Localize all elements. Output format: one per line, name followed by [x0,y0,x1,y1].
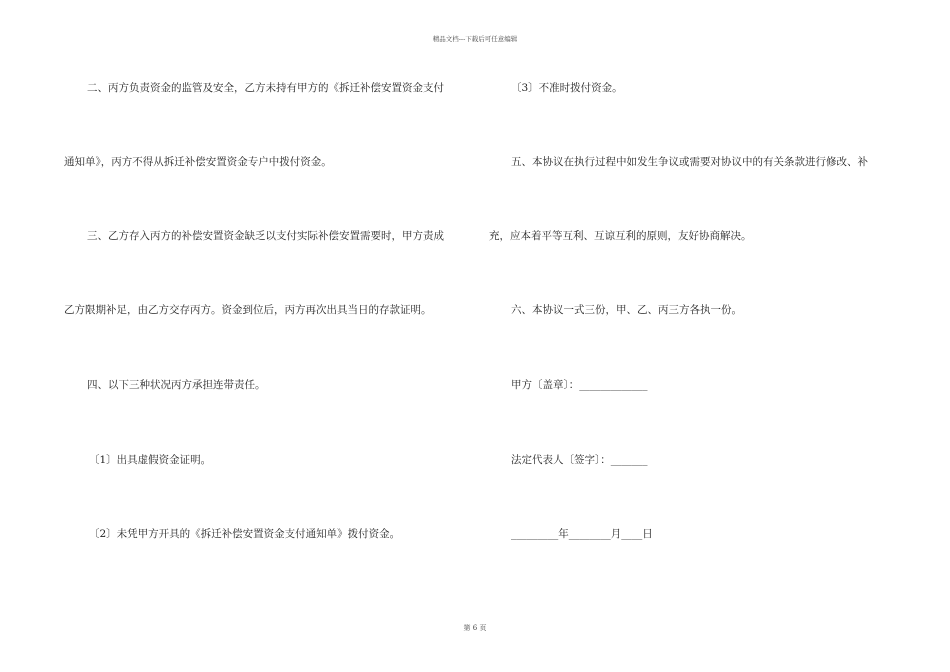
page-header: 精品文档---下载后可任意编辑 [432,35,518,43]
party-a-seal-line: 甲方〔盖章〕：_____________ [511,379,648,391]
clause-2-line-2: 通知单》，丙方不得从拆迁补偿安置资金专户中拨付资金。 [64,156,332,168]
clause-3-line-1: 三、乙方存入丙方的补偿安置资金缺乏以支付实际补偿安置需要时，甲方责成 [87,230,444,242]
clause-5-line-2: 充，应本着平等互利、互谅互利的原则，友好协商解决。 [489,230,752,242]
legal-rep-signature-line: 法定代表人〔签字〕：_______ [511,454,648,466]
clause-3-line-2: 乙方限期补足，由乙方交存丙方。资金到位后，丙方再次出具当日的存款证明。 [64,304,432,316]
clause-5-line-1: 五、本协议在执行过程中如发生争议或需要对协议中的有关条款进行修改、补 [511,156,868,168]
clause-6: 六、本协议一式三份，甲、乙、丙三方各执一份。 [511,304,742,316]
clause-4-item-2: 〔2〕未凭甲方开具的《拆迁补偿安置资金支付通知单》拨付资金。 [89,528,401,540]
clause-4-title: 四、以下三种状况丙方承担连带责任。 [87,379,266,391]
clause-4-item-1: 〔1〕出具虚假资金证明。 [89,454,212,466]
clause-4-item-3: 〔3〕不准时拨付资金。 [511,82,623,94]
date-line: _________年________月____日 [511,528,653,540]
clause-2-line-1: 二、丙方负责资金的监管及安全，乙方未持有甲方的《拆迁补偿安置资金支付 [87,82,444,94]
page-number: 第 6 页 [463,624,487,632]
